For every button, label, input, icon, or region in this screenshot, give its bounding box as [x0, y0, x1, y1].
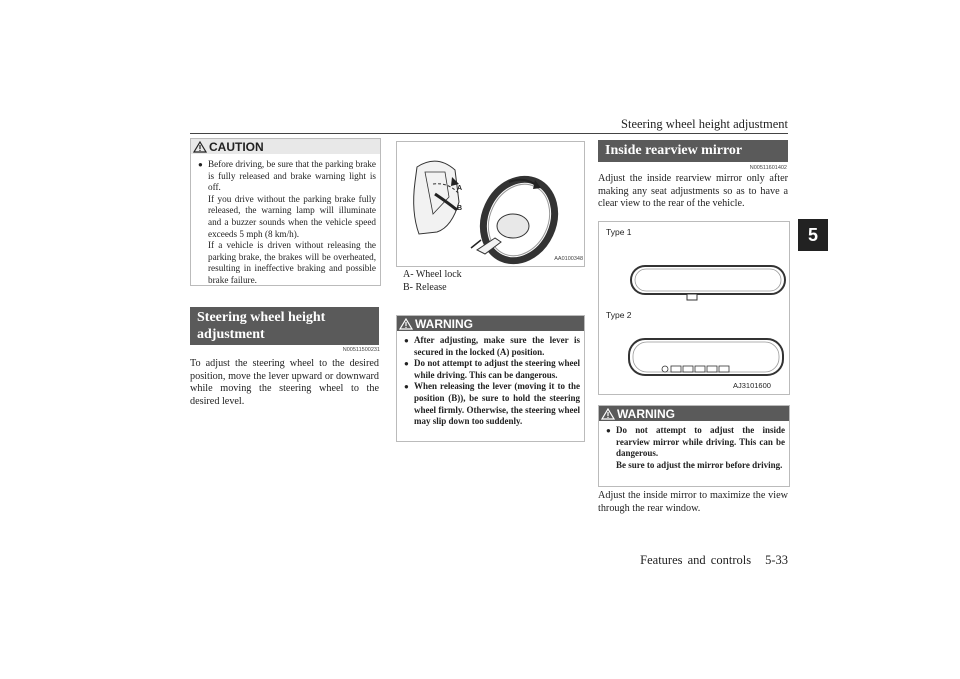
- steering-lever-figure: [396, 141, 585, 267]
- chapter-tab: 5: [798, 219, 828, 251]
- page-header-title: Steering wheel height adjustment: [621, 117, 788, 131]
- caution-list: [191, 154, 380, 287]
- page-number: 5-33: [765, 553, 788, 567]
- warning-label: WARNING: [415, 316, 473, 331]
- header-rule: [190, 133, 788, 134]
- caution-text-3: If a vehicle is driven without releasing the parking brake, the brakes will be overheated, resulting in ineffective braking and possible brake failure.: [208, 240, 376, 285]
- callout-a: A: [457, 185, 463, 192]
- bullet-icon: ●: [606, 426, 611, 435]
- section-code: N00511500231: [342, 347, 380, 353]
- warning-triangle-icon: [193, 141, 207, 153]
- caution-item: [197, 159, 376, 287]
- warning-item: ● When releasing the lever (moving it to the position (B)), be sure to hold the steering wheel firmly. Otherwise, the steering wheel may slip down too suddenly.: [404, 381, 580, 427]
- warning-item: ● Do not attempt to adjust the inside rearview mirror while driving. This can be dangerous. Be sure to adjust the mirror before driving.: [606, 425, 785, 470]
- warning-box: [598, 405, 790, 487]
- rearview-mirror-figure: [598, 221, 790, 395]
- warning-header: [397, 316, 584, 331]
- section-code: N00511601402: [749, 165, 787, 171]
- steering-wheel-illustration: [397, 142, 584, 266]
- caution-label: CAUTION: [209, 139, 264, 154]
- legend-wheel-lock: A- Wheel lock: [403, 269, 462, 280]
- warning-list: [397, 331, 584, 428]
- warning-item: ● After adjusting, make sure the lever is secured in the locked (A) position.: [404, 335, 580, 357]
- mirror-final-text: Adjust the inside mirror to maximize the view through the rear window.: [598, 490, 788, 514]
- figure-code: AA0100348: [554, 256, 583, 262]
- figure-legend: [403, 268, 462, 294]
- warning-triangle-icon: [399, 318, 413, 330]
- warning-triangle-icon: [601, 408, 615, 420]
- page-footer: [640, 553, 788, 568]
- mirror-body-text: Adjust the inside rearview mirror only after making any seat adjustments so as to have a clear view to the rear of the vehicle.: [598, 173, 788, 210]
- caution-text-2: If you drive without the parking brake fully released, the warning lamp will illuminate and a buzzer sounds when the vehicle speed exceeds 5 mph (8 km/h).: [208, 193, 376, 239]
- section-heading-mirror: Inside rearview mirror: [598, 140, 788, 162]
- type-1-label: Type 1: [606, 227, 632, 237]
- warning-list: [599, 421, 789, 471]
- warning-box: [396, 315, 585, 442]
- steering-body-text: To adjust the steering wheel to the desired position, move the lever upward or downward while moving the steering wheel to the desired level.: [190, 358, 379, 407]
- bullet-icon: ●: [404, 359, 409, 369]
- bullet-icon: ●: [198, 160, 203, 169]
- bullet-icon: ●: [404, 336, 409, 345]
- type-2-label: Type 2: [606, 310, 632, 320]
- figure-code: AJ3101600: [733, 381, 771, 390]
- section-heading-steering: Steering wheel height adjustment: [190, 307, 379, 345]
- warning-item: ● Do not attempt to adjust the steering wheel while driving. This can be dangerous.: [404, 358, 580, 380]
- caution-text-1: Before driving, be sure that the parking brake is fully released and brake warning light is off.: [208, 159, 376, 193]
- warning-header: [599, 406, 789, 421]
- bullet-icon: ●: [404, 382, 409, 392]
- mirror-button-row: [662, 366, 729, 372]
- warning-label: WARNING: [617, 406, 675, 421]
- caution-header: [191, 139, 380, 154]
- legend-release: B- Release: [403, 282, 447, 293]
- footer-section: Features and controls: [640, 553, 752, 567]
- caution-box: [190, 138, 381, 286]
- callout-b: B: [457, 205, 463, 212]
- rearview-mirror-illustration: [599, 222, 789, 394]
